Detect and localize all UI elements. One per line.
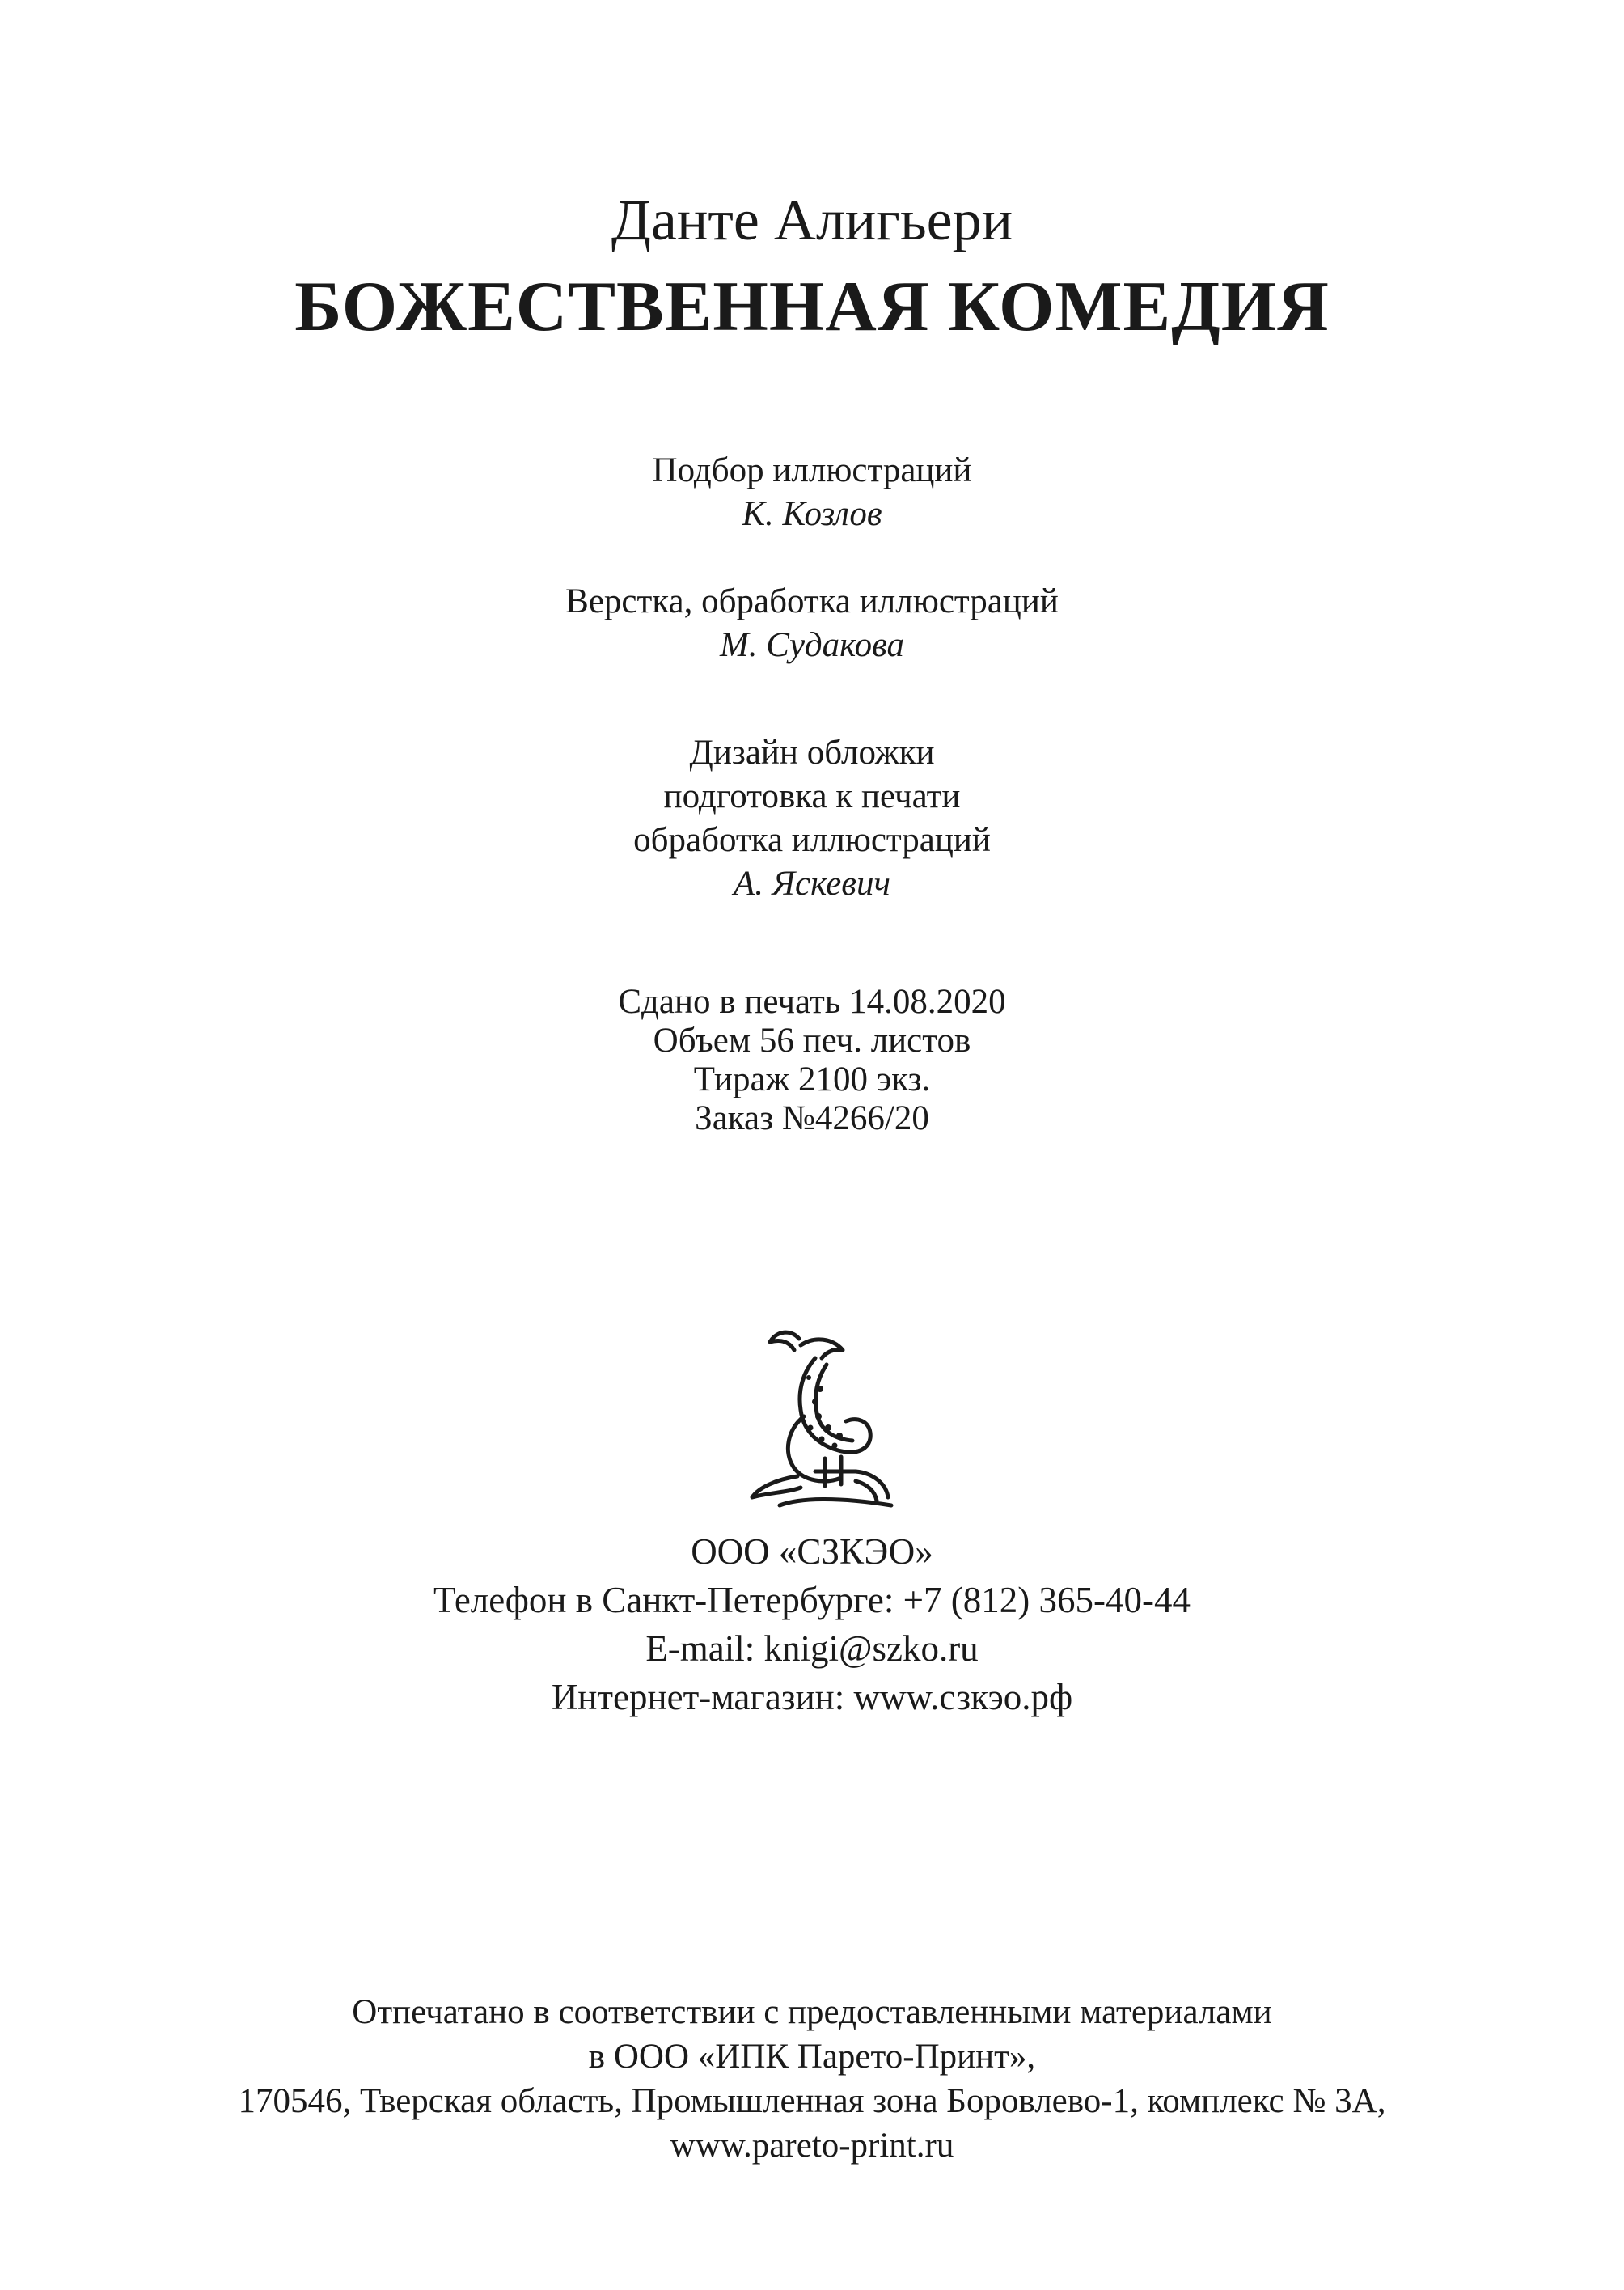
credit-role: Верстка, обработка иллюстраций bbox=[565, 582, 1059, 620]
credit-role: Подбор иллюстраций bbox=[652, 451, 972, 489]
credit-name: А. Яскевич bbox=[734, 865, 890, 903]
dragon-emblem-icon bbox=[720, 1314, 914, 1509]
credit-layout bbox=[0, 580, 1624, 667]
printer-address: 170546, Тверская область, Промышленная зона Боровлево-1, комплекс № 3А, bbox=[238, 2082, 1386, 2120]
title-text: БОЖЕСТВЕННАЯ КОМЕДИЯ bbox=[294, 268, 1330, 346]
credit-role: обработка иллюстраций bbox=[633, 821, 991, 859]
print-volume: Объем 56 печ. листов bbox=[653, 1022, 971, 1060]
publisher-shop: Интернет-магазин: www.сзкэо.рф bbox=[551, 1677, 1073, 1717]
printer-info bbox=[0, 1990, 1624, 2168]
credit-role: подготовка к печати bbox=[663, 777, 961, 815]
print-run: Тираж 2100 экз. bbox=[693, 1060, 931, 1098]
printer-line: в ООО «ИПК Парето-Принт», bbox=[588, 2038, 1036, 2076]
book-title bbox=[0, 267, 1624, 348]
print-info bbox=[0, 983, 1624, 1138]
publisher-name: ООО «СЗКЭО» bbox=[691, 1531, 933, 1572]
publisher-info bbox=[0, 1527, 1624, 1721]
credit-name: К. Козлов bbox=[742, 495, 882, 533]
credit-name: М. Судакова bbox=[719, 626, 905, 664]
print-order: Заказ №4266/20 bbox=[695, 1099, 929, 1137]
publisher-phone: Телефон в Санкт-Петербурге: +7 (812) 365-40-44 bbox=[433, 1580, 1191, 1620]
author-name: Данте Алигьери bbox=[611, 188, 1013, 252]
book-author bbox=[0, 184, 1624, 256]
credit-role: Дизайн обложки bbox=[689, 734, 935, 772]
printer-line: Отпечатано в соответствии с предоставленными материалами bbox=[352, 1993, 1272, 2031]
print-signed-date: Сдано в печать 14.08.2020 bbox=[618, 983, 1006, 1021]
credit-illustrations-selection bbox=[0, 449, 1624, 536]
credit-cover-design bbox=[0, 731, 1624, 906]
publisher-email: E-mail: knigi@szko.ru bbox=[645, 1628, 979, 1669]
printer-website: www.pareto-print.ru bbox=[670, 2127, 954, 2165]
